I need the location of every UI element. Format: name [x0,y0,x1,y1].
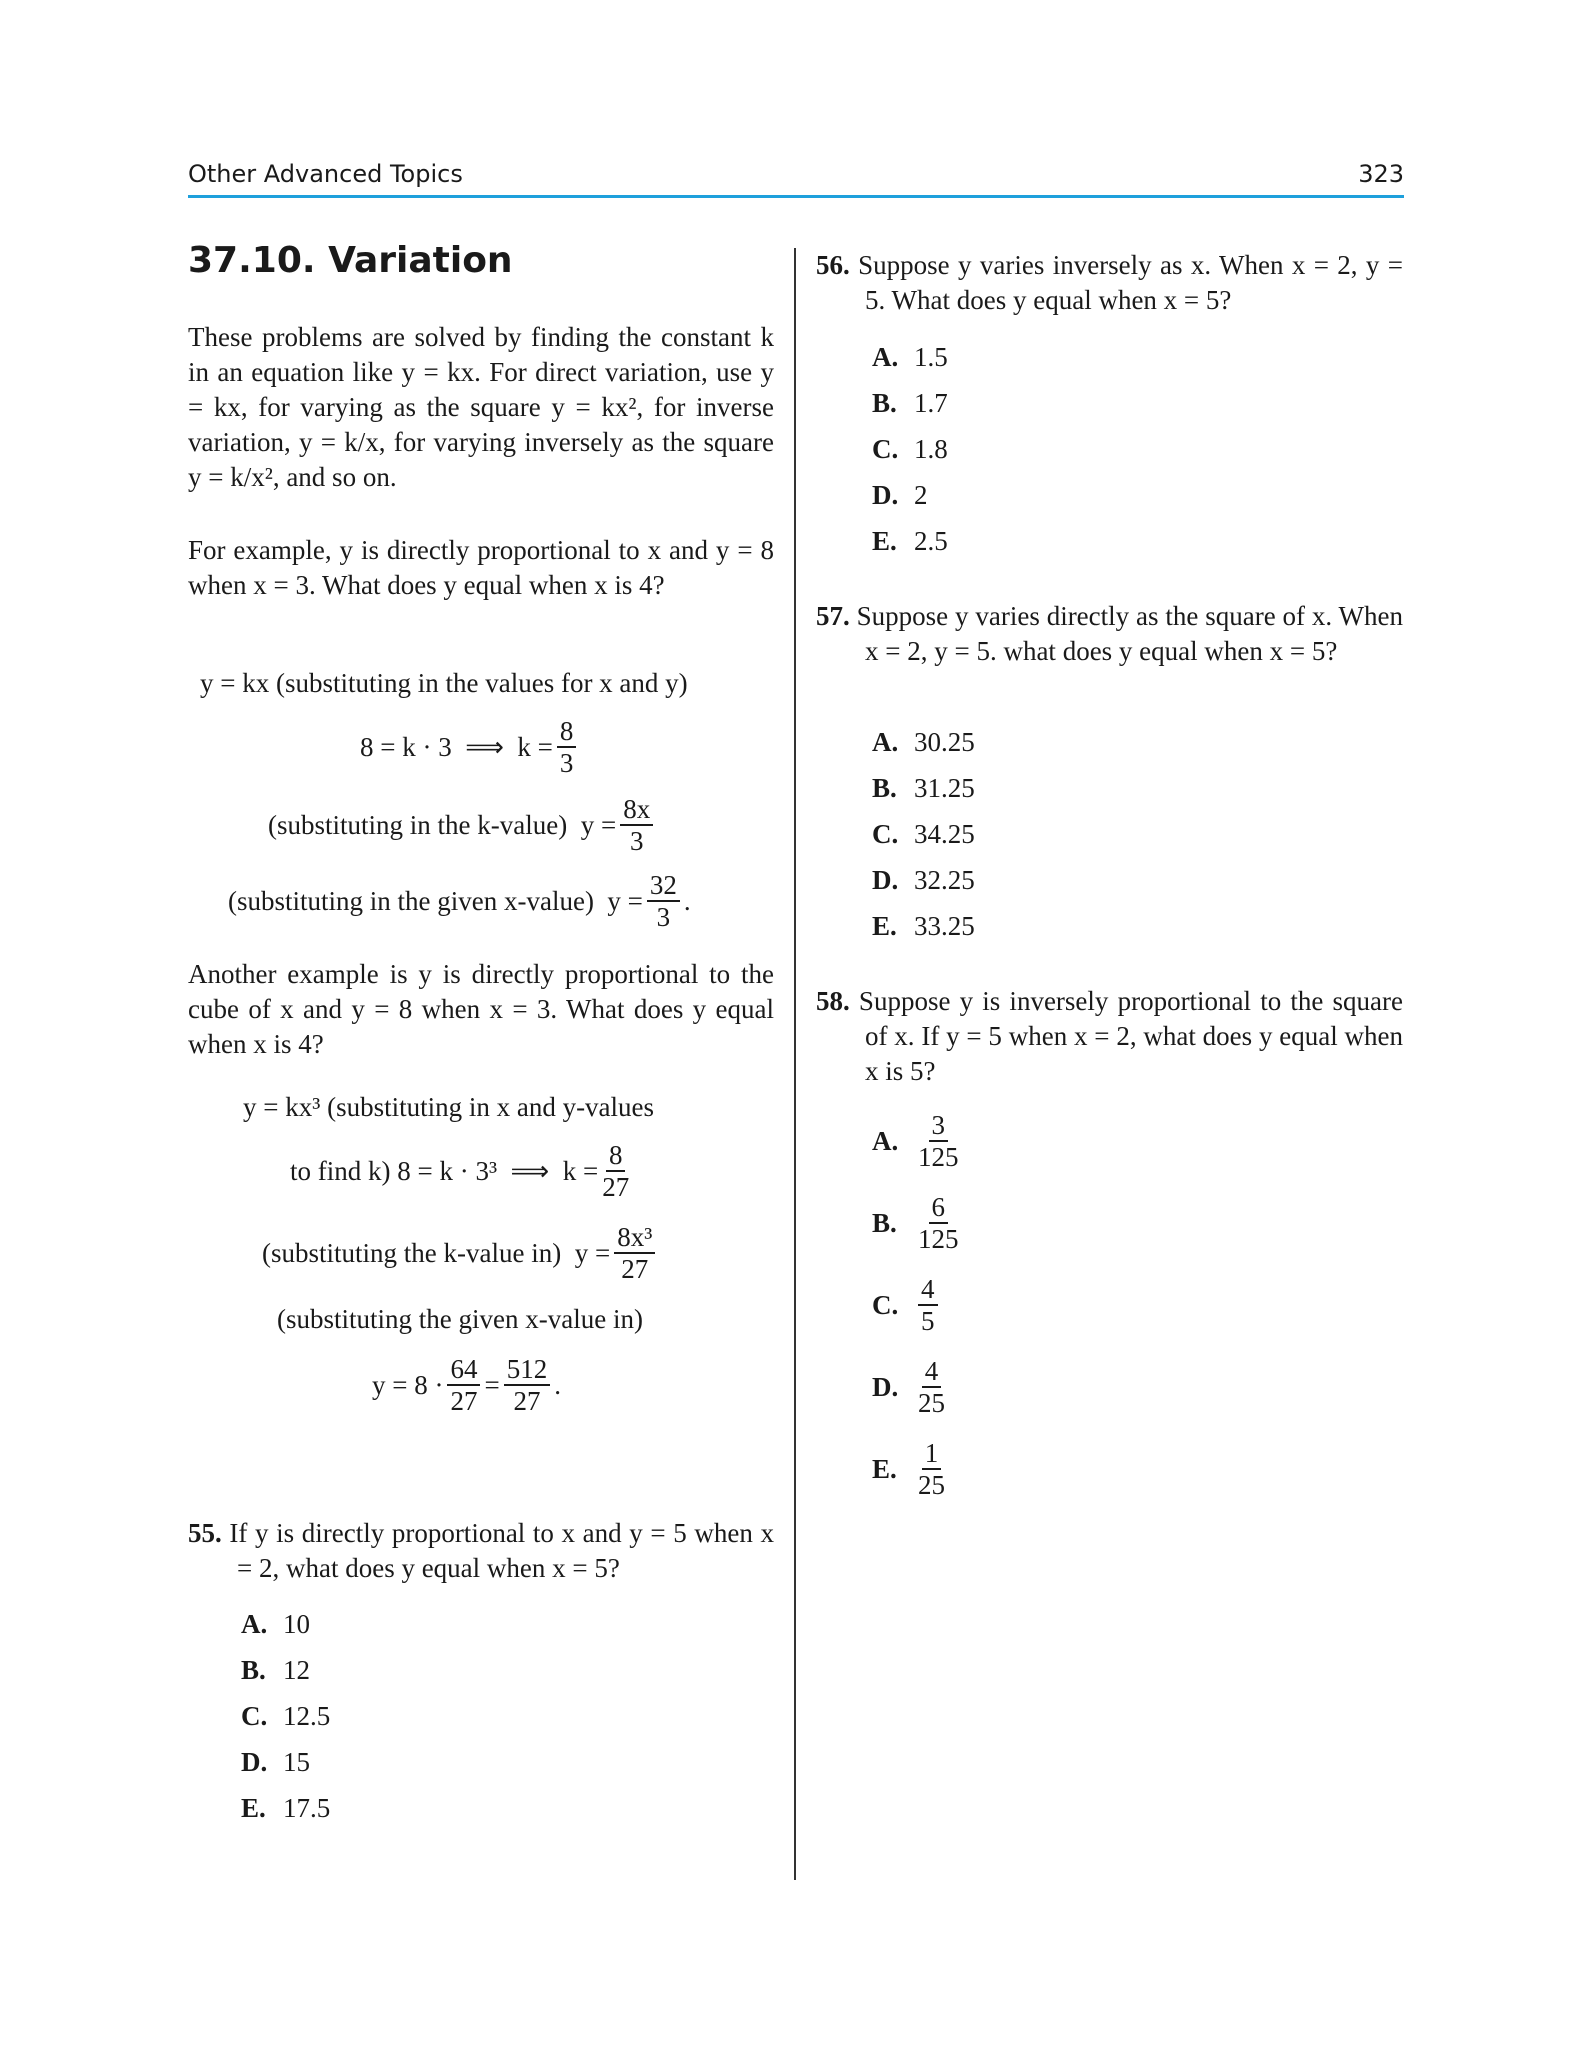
equals-sign: = [484,1369,500,1400]
option-value: 17.5 [283,1792,331,1823]
question-55-options [241,1601,330,1831]
question-number: 58. [816,986,850,1016]
question-text: Suppose y is inversely proportional to the square of x. If y = 5 when x = 2, what does y equal when x is 5? [858,986,1403,1086]
question-number: 55. [188,1518,222,1548]
option-label: B. [872,1207,897,1238]
denominator: 125 [918,1142,959,1172]
eq-tail: . [554,1369,561,1400]
option-e[interactable] [241,1785,330,1831]
option-value: 1.5 [914,341,948,372]
question-57-options [872,719,975,949]
column-divider [794,248,796,1880]
eq-lhs: (substituting the k-value in) y = [262,1237,611,1268]
option-label: D. [872,864,899,895]
numerator: 3 [929,1110,949,1142]
option-e[interactable] [872,903,975,949]
intro-paragraph: These problems are solved by finding the constant k in an equation like y = kx. For direct variation, use y = kx, for varying as the square y = kx², for inverse variation, y = k/x, for varying inversely as the square y = k/x², and so on. [188,322,774,492]
fraction [918,1110,959,1172]
example2-eq2 [290,1140,633,1202]
eq-lhs: (substituting in the k-value) y = [268,809,617,840]
option-label: A. [872,1125,899,1156]
example2-eq3 [262,1222,659,1284]
eq-lhs: y = 8 · [372,1369,444,1400]
option-a[interactable] [241,1601,330,1647]
section-title: 37.10. Variation [188,240,513,281]
option-label: B. [872,387,897,418]
option-value: 10 [283,1608,310,1639]
option-value: 12.5 [283,1700,331,1731]
fraction [602,1140,629,1202]
option-label: B. [241,1654,266,1685]
option-value: 2 [914,479,928,510]
option-value: 15 [283,1746,310,1777]
option-value: 30.25 [914,726,975,757]
numerator: 32 [647,870,680,902]
eq-lhs: to find k) 8 = k · 3³ ⟹ k = [290,1155,599,1186]
option-label: D. [872,479,899,510]
option-label: A. [872,726,899,757]
option-value: 2.5 [914,525,948,556]
fraction [918,1356,945,1418]
denominator: 27 [621,1254,649,1284]
denominator: 3 [629,826,644,856]
option-label: E. [872,910,897,941]
numerator: 6 [929,1192,949,1224]
numerator: 8 [606,1140,626,1172]
fraction [918,1274,938,1336]
option-c[interactable] [872,426,948,472]
option-d[interactable] [241,1739,330,1785]
fraction [647,870,680,932]
question-number: 57. [816,601,850,631]
option-label: C. [872,1289,899,1320]
option-b[interactable] [872,1182,963,1264]
option-d[interactable] [872,472,948,518]
option-b[interactable] [241,1647,330,1693]
option-label: B. [872,772,897,803]
option-e[interactable] [872,518,948,564]
option-a[interactable] [872,334,948,380]
question-56-options [872,334,948,564]
numerator: 512 [504,1354,551,1386]
option-d[interactable] [872,1346,963,1428]
example1-eq2 [360,716,580,778]
example1-eq4 [228,870,691,932]
numerator: 64 [447,1354,480,1386]
denominator: 5 [921,1306,935,1336]
numerator: 4 [918,1274,938,1306]
denominator: 25 [918,1388,945,1418]
option-value: 32.25 [914,864,975,895]
example1-eq1: y = kx (substituting in the values for x and y) [200,668,688,698]
option-c[interactable] [872,811,975,857]
example2-eq5 [372,1354,561,1416]
option-label: C. [872,818,899,849]
eq-lhs: (substituting in the given x-value) y = [228,885,643,916]
option-label: E. [241,1792,266,1823]
denominator: 25 [918,1470,945,1500]
denominator: 27 [513,1386,541,1416]
option-value: 12 [283,1654,310,1685]
fraction [447,1354,480,1416]
option-label: D. [872,1371,899,1402]
denominator: 27 [450,1386,478,1416]
option-value: 33.25 [914,910,975,941]
option-label: C. [241,1700,268,1731]
running-header-title: Other Advanced Topics [188,160,463,188]
denominator: 3 [559,748,574,778]
eq-lhs: 8 = k · 3 ⟹ k = [360,731,553,762]
eq-tail: . [683,885,691,916]
question-58 [816,984,1403,1089]
fraction [557,716,577,778]
example2-paragraph: Another example is y is directly proportional to the cube of x and y = 8 when x = 3. What does y equal when x is 4? [188,959,774,1059]
option-e[interactable] [872,1428,963,1510]
denominator: 125 [918,1224,959,1254]
option-label: D. [241,1746,268,1777]
option-label: E. [872,525,897,556]
option-value: 31.25 [914,772,975,803]
fraction [504,1354,551,1416]
option-value: 1.8 [914,433,948,464]
page-number: 323 [1358,160,1404,188]
option-a[interactable] [872,1100,963,1182]
numerator: 8x [620,794,653,826]
option-value: 1.7 [914,387,948,418]
example2-eq1: y = kx³ (substituting in x and y-values [243,1092,655,1122]
numerator: 8 [557,716,577,748]
question-text: If y is directly proportional to x and y = 5 when x = 2, what does y equal when x = 5? [229,1518,774,1583]
fraction [918,1438,945,1500]
denominator: 3 [656,902,671,932]
option-c[interactable] [241,1693,330,1739]
example1-paragraph: For example, y is directly proportional to x and y = 8 when x = 3. What does y equal when x is 4? [188,535,774,600]
fraction [620,794,653,856]
fraction [614,1222,655,1284]
option-c[interactable] [872,1264,963,1346]
question-text: Suppose y varies directly as the square of x. When x = 2, y = 5. what does y equal when x = 5? [856,601,1404,666]
question-text: Suppose y varies inversely as x. When x = 2, y = 5. What does y equal when x = 5? [858,250,1404,315]
question-57 [816,599,1403,669]
option-a[interactable] [872,719,975,765]
denominator: 27 [602,1172,630,1202]
example1-eq3 [268,794,657,856]
option-d[interactable] [872,857,975,903]
numerator: 4 [922,1356,942,1388]
option-label: C. [872,433,899,464]
question-58-options [872,1100,963,1510]
option-label: A. [872,341,899,372]
question-55 [188,1516,774,1586]
option-value: 34.25 [914,818,975,849]
fraction [918,1192,959,1254]
numerator: 1 [922,1438,942,1470]
numerator: 8x³ [614,1222,655,1254]
example2-eq4: (substituting the given x-value in) [277,1304,643,1334]
option-b[interactable] [872,380,948,426]
option-b[interactable] [872,765,975,811]
option-label: A. [241,1608,268,1639]
header-rule [188,195,1404,198]
option-label: E. [872,1453,897,1484]
question-56 [816,248,1403,318]
question-number: 56. [816,250,850,280]
